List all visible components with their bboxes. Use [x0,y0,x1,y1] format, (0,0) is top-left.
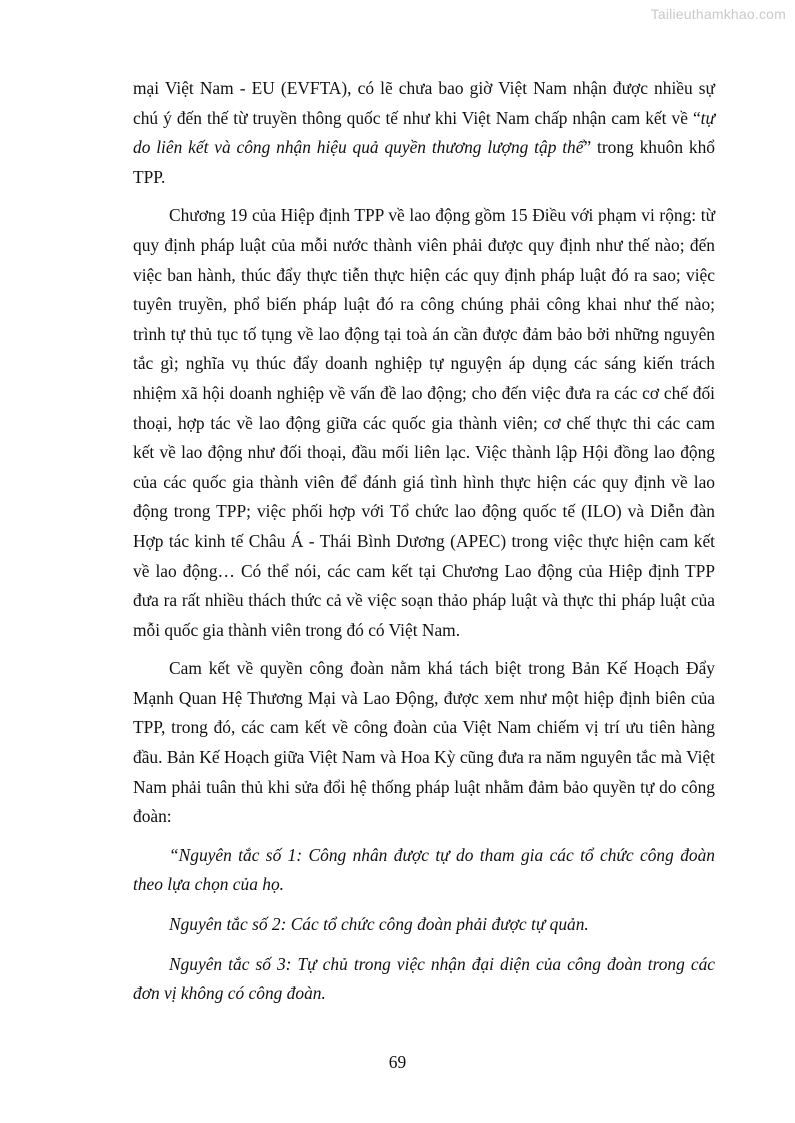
quote-principle-3: Nguyên tắc số 3: Tự chủ trong việc nhận đại diện của công đoàn trong các đơn vị không có công đoàn. [133,953,715,1004]
document-body [133,74,715,1009]
page-number: 69 [388,1052,407,1072]
paragraph-1-text-b: ” trong khuôn khổ TPP. [133,137,715,187]
paragraph-2: Chương 19 của Hiệp định TPP về lao động gồm 15 Điều với phạm vi rộng: từ quy định pháp luật của mỗi nước thành viên phải được quy định như thế nào; đến việc ban hành, thúc đẩy thực tiễn thực hiện các quy định pháp luật đó ra sao; việc tuyên truyền, phổ biến pháp luật đó ra công chúng phải công khai như thế nào; trình tự thủ tục tố tụng về lao động tại toà án cần được đảm bảo bởi những nguyên tắc gì; nghĩa vụ thúc đẩy doanh nghiệp tự nguyện áp dụng các sáng kiến trách nhiệm xã hội doanh nghiệp về vấn đề lao động; cho đến việc đưa ra các cơ chế đối thoại, hợp tác về lao động giữa các quốc gia thành viên; cơ chế thực thi các cam kết về lao động như đối thoại, đầu mối liên lạc. Việc thành lập Hội đồng lao động của các quốc gia thành viên để đánh giá tình hình thực hiện các quy định về lao động trong TPP; việc phối hợp với Tổ chức lao động quốc tế (ILO) và Diễn đàn Hợp tác kinh tế Châu Á - Thái Bình Dương (APEC) trong việc thực hiện cam kết về lao động… Có thể nói, các cam kết tại Chương Lao động của Hiệp định TPP đưa ra rất nhiều thách thức cả về việc soạn thảo pháp luật và thực thi pháp luật của mỗi quốc gia thành viên trong đó có Việt Nam. [133,205,715,640]
paragraph-3: Cam kết về quyền công đoàn nằm khá tách biệt trong Bản Kế Hoạch Đẩy Mạnh Quan Hệ Thương Mại và Lao Động, được xem như một hiệp định biên của TPP, trong đó, các cam kết về công đoàn của Việt Nam chiếm vị trí ưu tiên hàng đầu. Bản Kế Hoạch giữa Việt Nam và Hoa Kỳ cũng đưa ra năm nguyên tắc mà Việt Nam phải tuân thủ khi sửa đổi hệ thống pháp luật nhằm đảm bảo quyền tự do công đoàn: [133,658,715,827]
quote-principle-1: “Nguyên tắc số 1: Công nhân được tự do tham gia các tổ chức công đoàn theo lựa chọn của họ. [133,844,715,895]
quote-principle-2: Nguyên tắc số 2: Các tổ chức công đoàn phải được tự quản. [169,914,589,935]
paragraph-1-emphasis: tự do liên kết và công nhận hiệu quả quyền thương lượng tập thể [133,107,715,158]
paragraph-1-text-a: mại Việt Nam - EU (EVFTA), có lẽ chưa bao giờ Việt Nam nhận được nhiều sự chú ý đến thế từ truyền thông quốc tế như khi Việt Nam chấp nhận cam kết về “ [133,78,715,128]
watermark: Tailieuthamkhao.com [650,6,786,22]
paragraph-1 [133,74,715,192]
